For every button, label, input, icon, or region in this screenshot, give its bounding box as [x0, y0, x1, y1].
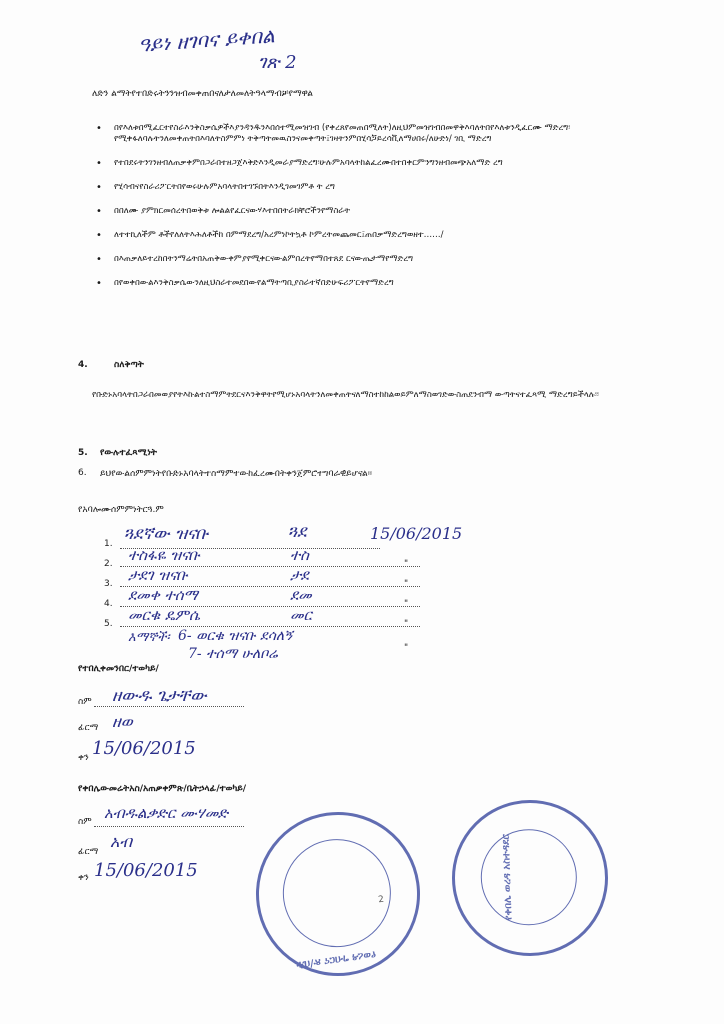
signer-date: " [404, 599, 409, 609]
office-date: 15/06/2015 [94, 860, 198, 881]
signer-signature: ደመ [290, 586, 312, 604]
intro-line: ለድን ልማትየተበድሩትንንዝብመቀጠበናለታለመለትዓላማብቻየማዋል [92, 89, 313, 99]
signer-number: 4. [104, 599, 113, 609]
receiver-date: 15/06/2015 [92, 738, 196, 759]
list-item: • በበለሙ ያምክርመሰረትበወቅቱ ሎልልየፈርናውሃእተበበትራክቸሮችንየማስራት [96, 206, 696, 217]
receiver-title: የተበሊቀመንበር/ተወካይ/ [78, 664, 159, 674]
witness-line-2: 7- ተሰማ ሁለቦሬ [188, 646, 278, 662]
office-signature: አብ [110, 832, 133, 851]
signer-name: ጓደኛው ዝናቡ [124, 524, 209, 544]
witness-label: እማኞች፡ [128, 630, 170, 645]
list-item: • የሂሳብናየስራሪፖርትበየወሩሁሉምአባላትበተገኙበትእንዲገመገምቶ ት ረግ [96, 182, 696, 193]
receiver-sign-label: ፊርማ [78, 723, 99, 733]
section-4-number: 4. [78, 360, 88, 370]
signer-name: ተስፋዬ ዝናቡ [128, 546, 200, 564]
left-stamp-number: 2 [377, 894, 385, 906]
office-name-label: ስም [78, 817, 92, 827]
office-title: የቀበሌውመሬትአስ/አጠቃቀምጽ/ቤትኃላፊ/ተወካይ/ [78, 784, 247, 794]
left-stamp-text: የወረዳ ግብርና ጽ/ቤት [295, 948, 377, 971]
right-official-stamp [437, 785, 622, 970]
list-item: • ለተተኪለችም ቶችየለለትእሕለቶችከ በምማደረግ/አረምነኮትኳቶ ኮምረትመጨመር፤ጠበቃማድረግወዘተ……/ [96, 230, 696, 241]
section-5-number: 5. [78, 448, 88, 458]
list-item: • የተበደሩትንገንዘብለጠቃቀምበጋራበተዘጋጀእቅድእንዲመራያማድረግ፡ሁሉምአባላትከልፈረሙበተበቀርምንግንዘብመጭአለማድ ረግ [96, 158, 696, 169]
signer-date: " [404, 579, 409, 589]
signer-signature: ተስ [290, 546, 309, 564]
list-item: • በየወቀበውልእንቅስቃሴውንለዚህስራተመደበውየልማትጣቢያስራተኛበድሁፍሪፖርትየማድረግ [96, 278, 696, 289]
handwritten-page-number: ገጽ 2 [258, 52, 297, 73]
section-4-body: የቡድኑአባላትበጋራበመወያየትእኩልተስማምትደርናእንቅዋትየሚሆኑአባላትንለመቀጠትናለማስተከከልወይምለማስወገድውስጠደንብማ ውጣትናተፈጻሚ ማድረግይችላሉ፡፡ [92, 390, 599, 400]
signer-line [120, 626, 420, 627]
signer-name: መርቁ ዴምሴ [128, 606, 201, 624]
office-name-line [94, 826, 244, 827]
signer-date: " [404, 559, 409, 569]
receiver-date-label: ቀን [78, 753, 89, 763]
list-item: • በእጠቃለይተረከበትንማሬትበአጠቅውቀምያየሚቀርናውልምበረትየማበተጸደ ርናውጤታማየማድረግ [96, 254, 696, 265]
office-name: አብዱልቃድር ሙሃመድ [104, 804, 228, 822]
signer-number: 3. [104, 579, 113, 589]
signer-number: 1. [104, 539, 113, 549]
receiver-name: ዘውዱ ጌታቸው [112, 686, 207, 706]
signer-date: 15/06/2015 [370, 524, 463, 543]
section-5-title: የውሉተፈጻሚነት [100, 448, 157, 458]
right-stamp-text: የቀበሌ ወረዳ አስተዳደር [500, 833, 515, 921]
signers-title: የአባሎሙሰምምነትርጓ.ም [78, 505, 164, 515]
witness-ditto: " [404, 643, 409, 653]
signer-number: 5. [104, 619, 113, 629]
section-6-number: 6. [78, 468, 87, 478]
signer-signature: ጓደ [288, 522, 307, 542]
signer-signature: መር [290, 606, 312, 624]
left-stamp-inner-ring [276, 832, 398, 954]
office-sign-label: ፊርማ [78, 847, 99, 857]
witness-line-1: 6- ወርቁ ዝናቡ ደሳለኝ [178, 628, 293, 644]
right-stamp-inner-ring [472, 820, 586, 934]
handwritten-title: ዓይነ ዘገባና ይቀበል [137, 23, 276, 57]
receiver-name-line [94, 706, 244, 707]
office-date-label: ቀን [78, 873, 89, 883]
signer-signature: ታደ [290, 566, 309, 584]
signer-name: ደመቀ ተሰማ [128, 586, 198, 604]
left-official-stamp [245, 801, 430, 986]
list-item: • በየእለቱበሚፈርተየስራእንቅስቃሴዎችእያንዳንዱንእበሰተሚመዝገብ (የቀረጸየመጠበሚለት)ለዚህምመዝገብበመዋቅእባለትበየእለቱንዲፈርሙ ማድረግ፡የሚቀፋለባሉትንለመቀጠትበእባለትስምምነ ትቅጣትመዉስንናመቀጣት፤ገዛትንምበሂሳጛይረሳቪለማሀበሩ/ለሁድነ/ ገቢ ማድረግ [96, 123, 696, 145]
signer-name: ታደገ ዝናቡ [128, 566, 188, 584]
section-4-title: ስለቅጣት [114, 360, 144, 370]
receiver-name-label: ስም [78, 697, 92, 707]
signer-date: " [404, 619, 409, 629]
obligations-list [96, 123, 696, 302]
section-6-body: ይህየውልሰምምነትየቡድኑአባላትተስማምተውከፈረሙበትቀንጀምሮተግባራዊይሆናል፡፡ [100, 469, 372, 479]
signer-number: 2. [104, 559, 113, 569]
receiver-signature: ዘወ [112, 712, 133, 731]
